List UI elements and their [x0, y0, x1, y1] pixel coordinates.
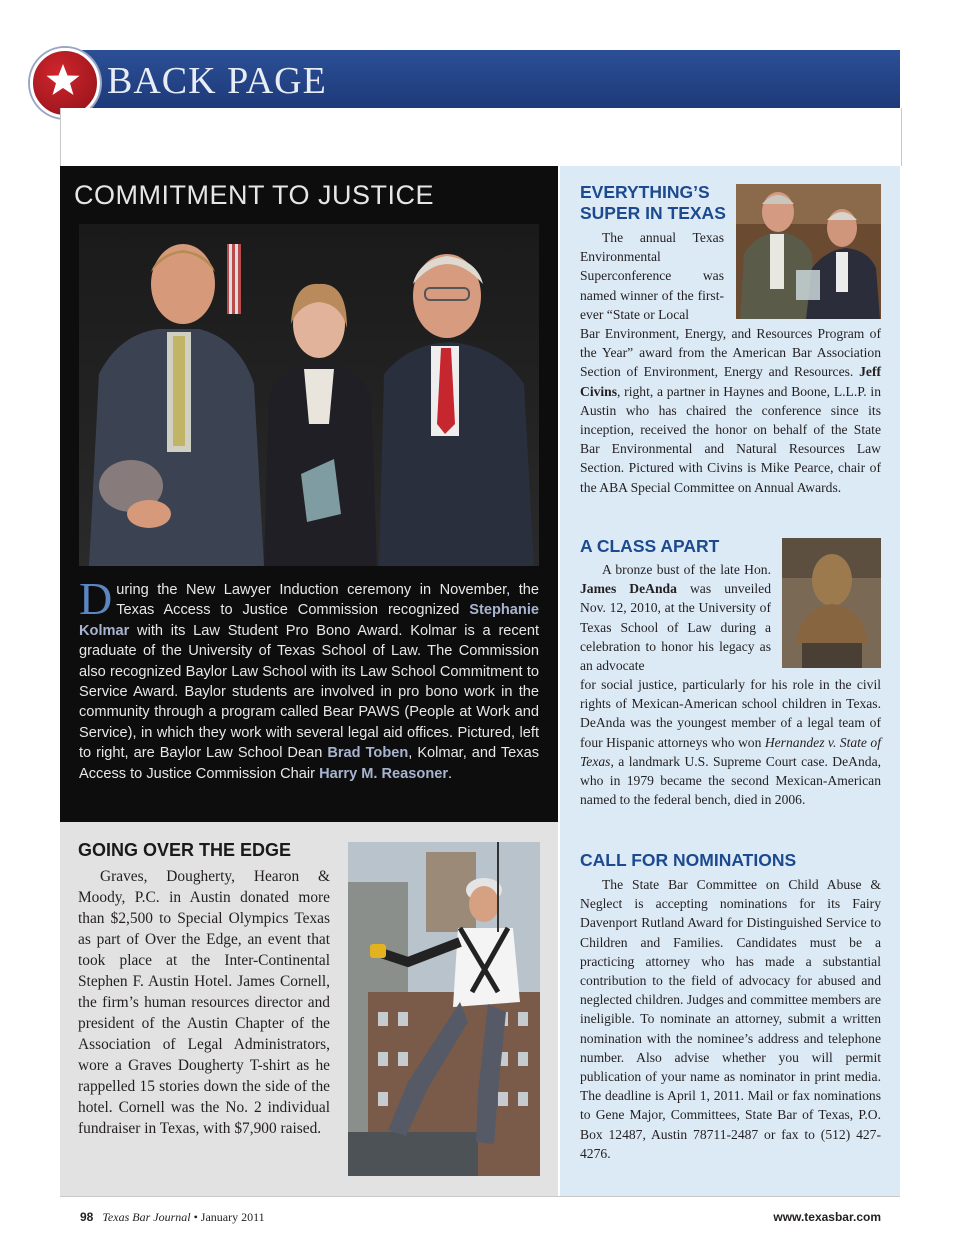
section-everythings-super-body-b: [580, 324, 881, 497]
website-url: www.texasbar.com: [773, 1210, 881, 1224]
name-jeff-civins: Jeff Civins: [580, 364, 881, 399]
publication-name: Texas Bar Journal: [102, 1210, 191, 1224]
footer-folio: [80, 1210, 265, 1225]
case-name: Hernandez v. State of Texas: [580, 734, 881, 769]
section-text: Bar Environment, Energy, and Resources Program of the Year” award from the American Bar Association Section of Environment, Energy and Resources.: [580, 326, 881, 380]
footer-separator: •: [193, 1210, 198, 1224]
section-call-for-nominations-title: CALL FOR NOMINATIONS: [580, 850, 797, 870]
section-everythings-super-body-a: [580, 228, 724, 324]
drop-cap: D: [79, 573, 113, 624]
star-icon: [45, 62, 81, 98]
name-stephanie-kolmar: Stephanie Kolmar: [79, 602, 539, 639]
name-james-deanda: James DeAnda: [580, 581, 677, 597]
section-class-apart-body-b: [580, 675, 881, 809]
rappel-title: GOING OVER THE EDGE: [78, 840, 292, 860]
feature-title: COMMITMENT TO JUSTICE: [74, 180, 435, 210]
bronze-bust-photo: [782, 538, 881, 668]
section-class-apart-title: A CLASS APART: [580, 536, 720, 556]
section-title-line: EVERYTHING’S: [580, 182, 710, 202]
section-text: , right, a partner in Haynes and Boone, L.L.P. in Austin who has chaired the conference since its inception, received the honor on behalf of the State Bar Environmental and Natural Resources Law Section. Pictured with Civins is Mike Pearce, chair of the ABA Special Committee on Annual Awards.: [580, 383, 881, 495]
rappel-photo: [348, 842, 540, 1176]
section-paragraph: The State Bar Committee on Child Abuse & Neglect is accepting nominations for its Fairy Davenport Rutland Award for Distinguished Service to Children and Families. Candidates must be a practicing attorney who has made a substantial contribution to the field of advocacy for abused and neglected children. Judges and committee members are ineligible. To nominate an attorney, submit a written nomination with the nominee’s address and telephone number. Also advise whether you will permit publication of your name as nominator in print media. The deadline is April 1, 2011. Mail or fax nominations to Gene Major, Committees, State Bar of Texas, P.O. Box 12487, Austin 78711-2487 or fax to (512) 427-4276.: [580, 877, 881, 1161]
feature-body: [79, 573, 539, 784]
rappel-article: [60, 822, 558, 1196]
section-everythings-super-title: [580, 182, 726, 224]
name-harry-reasoner: Harry M. Reasoner: [319, 765, 449, 782]
sidebar-column: [560, 166, 900, 1196]
section-text: , a landmark U.S. Supreme Court case. DeAnda, who in 1979 became the second Mexican-American named to the federal bench, died in 2006.: [580, 753, 881, 808]
feature-text-1: uring the New Lawyer Induction ceremony in November, the Texas Access to Justice Commission recognized: [116, 582, 539, 619]
page-frame-line: [60, 1196, 900, 1197]
issue-date: January 2011: [200, 1210, 265, 1224]
section-title-line: SUPER IN TEXAS: [580, 203, 726, 223]
page-number: 98: [80, 1210, 94, 1224]
section-text: for social justice, particularly for his role in the civil rights of Mexican-American school children in Texas. DeAnda was the youngest member of a legal team of four Hispanic attorneys who won: [580, 677, 881, 750]
award-ceremony-photo: [79, 224, 539, 566]
feature-text-3: , Kolmar, and Texas Access to Justice Commission Chair: [79, 745, 539, 782]
header-subbar: [60, 108, 902, 166]
page-title: BACK PAGE: [107, 60, 327, 102]
section-call-for-nominations-body: [580, 875, 881, 1163]
feature-text-4: .: [448, 765, 453, 782]
section-text: was unveiled Nov. 12, 2010, at the University of Texas School of Law during a celebration to honor his legacy as an advocate: [580, 581, 771, 674]
section-paragraph: The annual Texas Environmental Superconference was named winner of the first-ever “State or Local: [580, 230, 724, 322]
feature-text-2: with its Law Student Pro Bono Award. Kolmar is a recent graduate of the University of Texas School of Law. The Commission also recognized Baylor Law School with its Law School Commitment to Service Award. Baylor students are involved in pro bono work in the community through a program called Bear PAWS (People at Work and Service), in which they work with several legal aid offices. Pictured, left to right, are Baylor Law School Dean: [79, 622, 539, 762]
feature-article: [60, 166, 558, 822]
section-text: A bronze bust of the late Hon.: [602, 562, 771, 577]
name-brad-toben: Brad Toben: [327, 745, 409, 762]
environmental-award-photo: [736, 184, 881, 319]
rappel-body: Graves, Dougherty, Hearon & Moody, P.C. in Austin donated more than $2,500 to Special Olympics Texas as part of Over the Edge, an event that took place at the Inter-Continental Stephen F. Austin Hotel. James Cornell, the firm’s human resources director and president of the Austin Chapter of the Association of Legal Administrators, wore a Graves Dougherty T-shirt as he rappelled 15 stories down the side of the hotel. Cornell was the No. 2 individual fundraiser in Texas, with $7,900 raised.: [78, 868, 330, 1137]
section-class-apart-body-a: [580, 560, 771, 675]
